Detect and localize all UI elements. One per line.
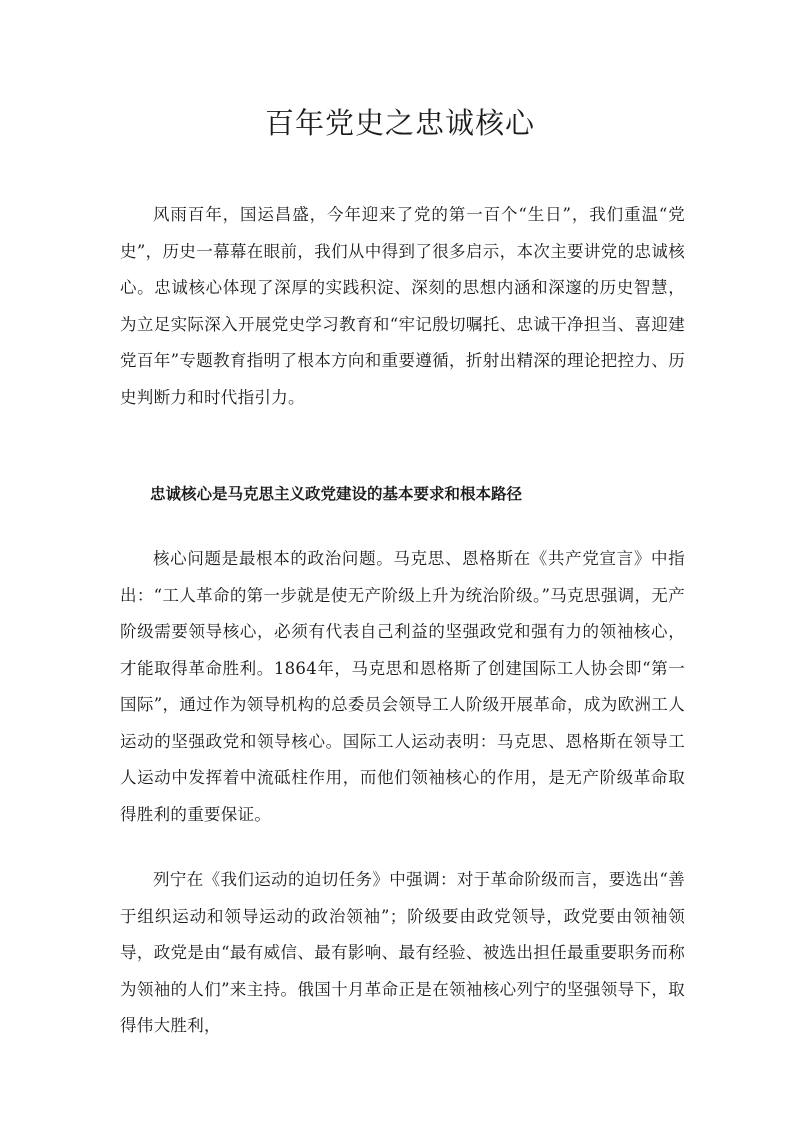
intro-paragraph: 风雨百年，国运昌盛，今年迎来了党的第一百个“生日”，我们重温“党史”，历史一幕幕在眼前，我们从中得到了很多启示，本次主要讲党的忠诚核心。忠诚核心体现了深厚的实践积淀、深刻的思想内涵和深邃的历史智慧，为立足实际深入开展党史学习教育和“牢记殷切嘱托、忠诚干净担当、喜迎建党百年”专题教育指明了根本方向和重要遵循，折射出精深的理论把控力、历史判断力和时代指引力。: [120, 205, 685, 407]
section-heading: 忠诚核心是马克思主义政党建设的基本要求和根本路径: [150, 485, 523, 503]
body-paragraph-marx: 核心问题是最根本的政治问题。马克思、恩格斯在《共产党宣言》中指出：“工人革命的第一步就是使无产阶级上升为统治阶级。”马克思强调，无产阶级需要领导核心，必须有代表自己利益的坚强政党和强有力的领袖核心，才能取得革命胜利。1864年，马克思和恩格斯了创建国际工人协会即“第一国际”，通过作为领导机构的总委员会领导工人阶级开展革命，成为欧洲工人运动的坚强政党和领导核心。国际工人运动表明：马克思、恩格斯在领导工人运动中发挥着中流砥柱作用，而他们领袖核心的作用，是无产阶级革命取得胜利的重要保证。: [120, 549, 685, 824]
page-title: 百年党史之忠诚核心: [264, 106, 535, 140]
body-paragraph-lenin: 列宁在《我们运动的迫切任务》中强调：对于革命阶级而言，要选出“善于组织运动和领导运动的政治领袖”；阶级要由政党领导，政党要由领袖领导，政党是由“最有威信、最有影响、最有经验、被选出担任最重要职务而称为领袖的人们”来主持。俄国十月革命正是在领袖核心列宁的坚强领导下，取得伟大胜利，: [120, 870, 685, 1035]
